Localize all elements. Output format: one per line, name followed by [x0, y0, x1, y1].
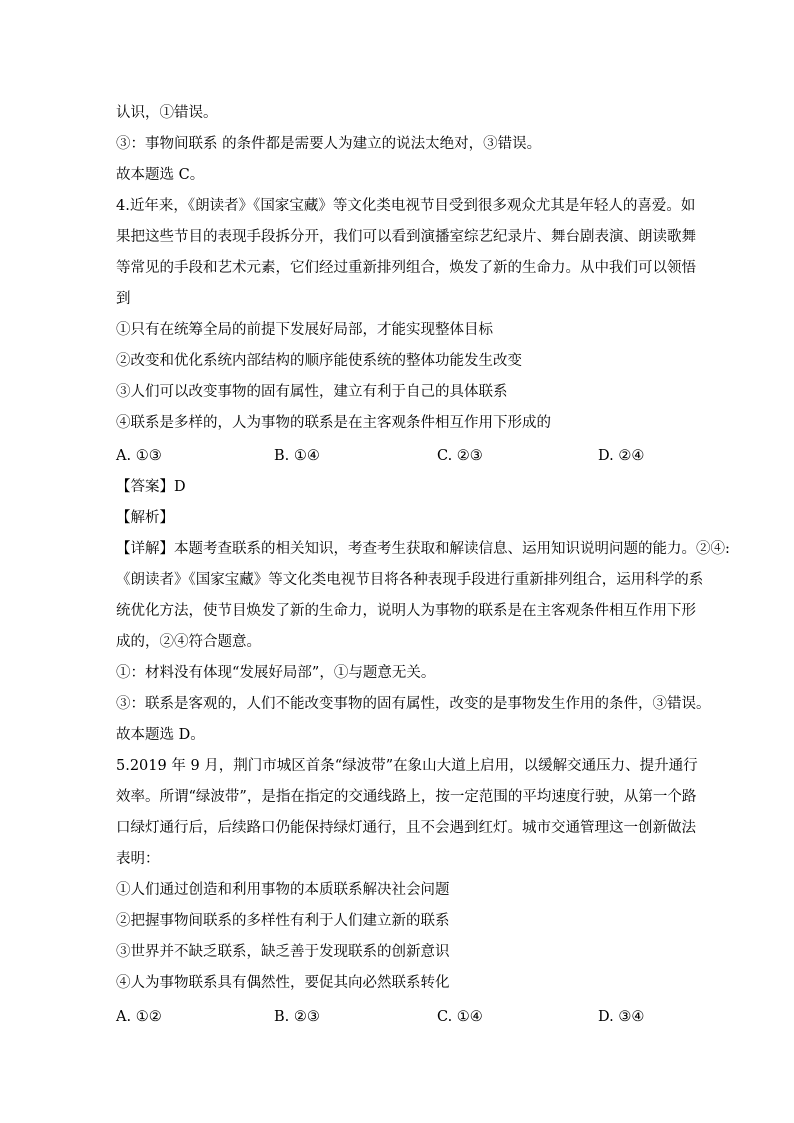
- q4-option-a: A. ①③: [116, 448, 162, 464]
- statement-2: ②把握事物间联系的多样性有利于人们建立新的联系: [116, 913, 450, 929]
- q4-option-d: D. ②④: [598, 448, 645, 464]
- q4-option-b: B. ①④: [274, 448, 320, 464]
- text-line: 到: [116, 291, 131, 307]
- q5-option-d: D. ③④: [598, 1009, 645, 1025]
- text-line: 表明：: [116, 851, 160, 867]
- q5-option-b: B. ②③: [274, 1009, 320, 1025]
- detail-line: 【详解】本题考查联系的相关知识，考查考生获取和解读信息、运用知识说明问题的能力。②④:: [116, 541, 730, 557]
- q5-option-a: A. ①②: [116, 1009, 162, 1025]
- statement-1: ①只有在统筹全局的前提下发展好局部，才能实现整体目标: [116, 322, 493, 338]
- question-4-stem: 4.近年来，《朗读者》《国家宝藏》等文化类电视节目受到很多观众尤其是年轻人的喜爱。如: [116, 198, 696, 214]
- text-line: 统优化方法，使节目焕发了新的生命力，说明人为事物的联系是在主客观条件相互作用下形: [116, 603, 696, 619]
- statement-1: ①人们通过创造和利用事物的本质联系解决社会问题: [116, 882, 450, 898]
- text-line: ③：事物间联系 的条件都是需要人为建立的说法太绝对，③错误。: [116, 136, 542, 152]
- text-line: ③：联系是客观的，人们不能改变事物的固有属性，改变的是事物发生作用的条件，③错误。: [116, 696, 711, 712]
- text-line: 等常见的手段和艺术元素，它们经过重新排列组合，焕发了新的生命力。从中我们可以领悟: [116, 260, 696, 276]
- statement-2: ②改变和优化系统内部结构的顺序能使系统的整体功能发生改变: [116, 353, 522, 369]
- statement-3: ③世界并不缺乏联系，缺乏善于发现联系的创新意识: [116, 944, 450, 960]
- text-line: 故本题选 D。: [116, 727, 205, 743]
- answer-line: 【答案】D: [116, 479, 186, 495]
- text-line: 果把这些节目的表现手段拆分开，我们可以看到演播室综艺纪录片、舞台剧表演、朗读歌舞: [116, 229, 696, 245]
- q4-option-c: C. ②③: [437, 448, 483, 464]
- text-line: 成的，②④符合题意。: [116, 634, 261, 650]
- statement-4: ④人为事物联系具有偶然性，要促其向必然联系转化: [116, 975, 450, 991]
- text-line: 故本题选 C。: [116, 167, 205, 183]
- text-line: 《朗读者》《国家宝藏》等文化类电视节目将各种表现手段进行重新排列组合，运用科学的系: [116, 572, 704, 588]
- text-line: 口绿灯通行后，后续路口仍能保持绿灯通行，且不会遇到红灯。城市交通管理这一创新做法: [116, 820, 696, 836]
- statement-3: ③人们可以改变事物的固有属性，建立有利于自己的具体联系: [116, 384, 508, 400]
- text-line: 效率。所谓“绿波带”，是指在指定的交通线路上，按一定范围的平均速度行驶，从第一个路: [116, 789, 697, 805]
- statement-4: ④联系是多样的，人为事物的联系是在主客观条件相互作用下形成的: [116, 415, 551, 431]
- q5-option-c: C. ①④: [437, 1009, 483, 1025]
- text-line: ①：材料没有体现“发展好局部”，①与题意无关。: [116, 665, 436, 681]
- text-line: 认识，①错误。: [116, 105, 218, 121]
- question-5-stem: 5.2019 年 9 月，荆门市城区首条“绿波带”在象山大道上启用，以缓解交通压力、提升通行: [116, 758, 698, 774]
- analysis-heading: 【解析】: [116, 510, 174, 526]
